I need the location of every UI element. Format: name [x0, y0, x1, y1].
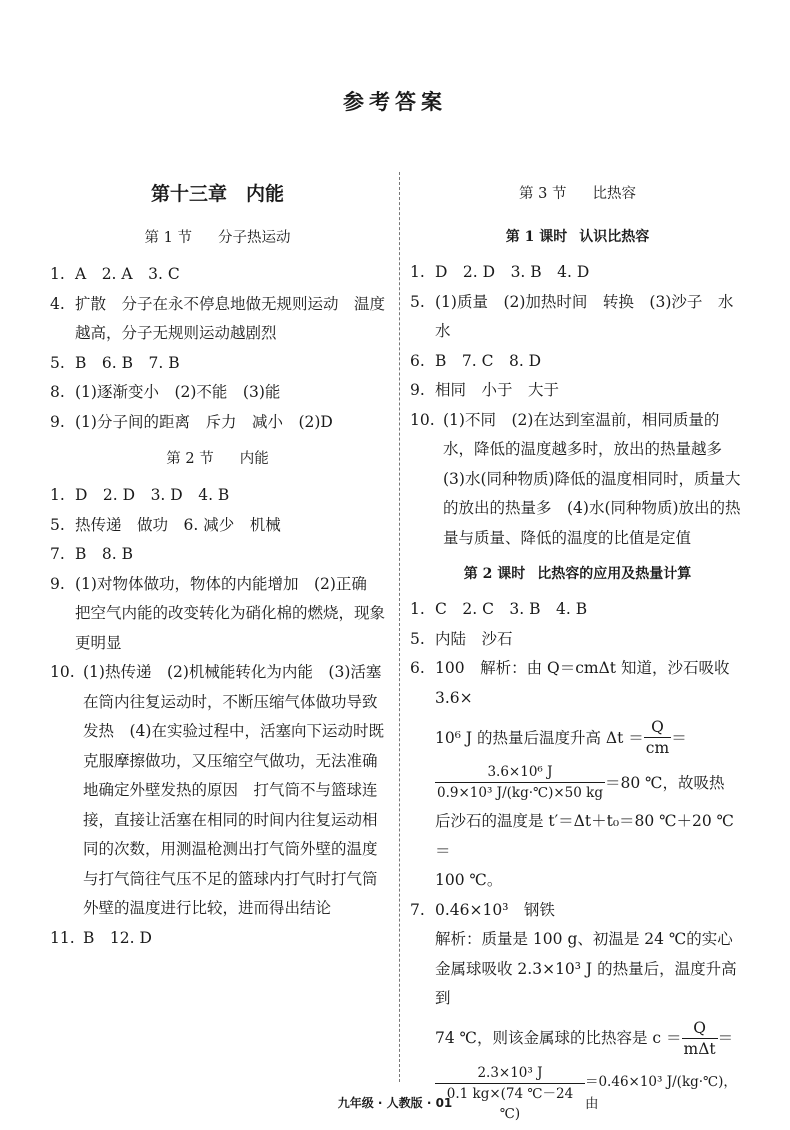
answer-item: 9. (1)对物体做功，物体的内能增加 (2)正确 把空气内能的改变转化为硝化棉的燃烧，现象更明显 [50, 574, 386, 652]
answer-item: 5. B 6. B 7. B [50, 353, 180, 372]
answer-item: 10. (1)不同 (2)在达到室温前，相同质量的水，降低的温度越多时，放出的热量越多 (3)水(同种物质)降低的温度相同时，质量大的放出的热量多 (4)水(同种物质)放出的热量与质量、降低的温度的比值是定值 [410, 410, 741, 547]
q6-formula-2: $\frac{\text{3.6×10⁶ J}}{\text{0.9×10³ J/(kg·℃)×50 kg}}$ ＝80 ℃，故吸热 [437, 764, 725, 801]
q6-line: 100 解析：由 Q＝cmΔt 知道，沙石吸收3.6× [435, 659, 730, 707]
answer-item: 11. B 12. D [50, 928, 152, 947]
answer-list-s1 [50, 260, 385, 437]
lesson-heading-2 [410, 553, 745, 595]
answer-item: 8. (1)逐渐变小 (2)不能 (3)能 [50, 383, 281, 401]
answer-item: 1. D 2. D 3. D 4. B [50, 486, 230, 504]
lesson-number: 第 1 课时 [505, 229, 568, 245]
answer-item: 5. 内陆 沙石 [410, 629, 513, 648]
fraction: $\frac{Q}{\text{mΔt}}$ [683, 1018, 716, 1058]
answer-item: 4. 扩散 分子在永不停息地做无规则运动 温度越高，分子无规则运动越剧烈 [50, 294, 386, 342]
fraction: $\frac{Q}{cm}$ [645, 718, 670, 757]
fraction: $\frac{\text{3.6×10⁶ J}}{\text{0.9×10³ J/(kg·℃)×50 kg}}$ [437, 764, 603, 801]
section-number: 第 1 节 [144, 230, 192, 246]
page-title: 参考答案 [343, 90, 447, 114]
q6-line: 后沙石的温度是 t′＝Δt＋t₀＝80 ℃＋20 ℃＝ [435, 812, 735, 860]
q6-line: 100 ℃。 [435, 871, 503, 889]
lesson-name: 比热容的应用及热量计算 [537, 566, 692, 582]
answer-item: 1. D 2. D 3. B 4. D [410, 263, 590, 281]
section-heading-3 [410, 180, 745, 208]
answer-item: 5. 热传递 做功 6. 减少 机械 [50, 515, 281, 534]
section-number: 第 3 节 [519, 186, 567, 202]
lesson-number: 第 2 课时 [463, 566, 526, 582]
q7-formula-2: $\frac{\text{2.3×10³ J}}{0.1 kg\times(74 ℃-24 ℃)}$ ＝0.46×10³ J/(kg·℃)，由 [435, 1063, 745, 1124]
page-footer: 九年级 · 人教版 · 01 [337, 1096, 453, 1110]
answer-item: 7. B 8. B [50, 545, 133, 563]
fraction: $\frac{\text{2.3×10³ J}}{0.1 kg\times(74 ℃-24 ℃)}$ [435, 1063, 585, 1124]
answer-list-s2 [50, 481, 385, 953]
section-heading-2 [50, 437, 385, 481]
lesson-name: 认识比热容 [579, 229, 650, 245]
q7-analysis: 解析：质量是 100 g、初温是 24 ℃的实心金属球吸收 2.3×10³ J 的热量后，温度升高到 [435, 930, 737, 1007]
answer-item: 9. 相同 小于 大于 [410, 381, 560, 399]
answer-item: 6. B 7. C 8. D [410, 351, 542, 370]
lesson-heading-1 [410, 216, 745, 258]
answer-item-q7: 7. 0.46×10³ 钢铁 解析：质量是 100 g、初温是 24 ℃的实心金属球吸收 2.3×10³ J 的热量后，温度升高到 74 ℃，则该金属球的比热容是 c ＝ $\frac{Q}{\text{mΔt}}$ ＝ $\frac{\text{2.3×10³ J}}{0.1 kg\times(74 ℃-24 ℃)}$ ＝0.46×10³ J/(kg·℃)，由 [410, 896, 745, 1128]
left-column [50, 180, 385, 953]
answer-item: 1. C 2. C 3. B 4. B [410, 600, 588, 618]
q7-formula-1: 74 ℃，则该金属球的比热容是 c ＝ $\frac{Q}{\text{mΔt}}$ ＝ [435, 1018, 734, 1058]
answer-list-l2 [410, 595, 745, 1128]
section-heading-1 [50, 216, 385, 260]
answer-item-q6: 6. 100 解析：由 Q＝cmΔt 知道，沙石吸收3.6× 10⁶ J 的热量后温度升高 Δt ＝ $\frac{Q}{cm}$ ＝ $\frac{\text{3.6×10⁶ J}}{\text{0.9×10³ J/(kg·℃)×50 kg}}$ ＝80 ℃，故吸热 后沙石的温度是 t′＝Δt＋t₀＝80 ℃＋20 ℃＝ 100 ℃。 [410, 654, 745, 896]
right-column [410, 180, 749, 1128]
answer-list-l1 [410, 258, 749, 553]
answer-item: 1. A 2. A 3. C [50, 265, 180, 283]
section-name: 比热容 [592, 186, 636, 202]
answer-item: 5. (1)质量 (2)加热时间 转换 (3)沙子 水 水 [410, 292, 749, 340]
q7-line: 0.46×10³ 钢铁 [435, 900, 555, 919]
chapter-title: 第十三章 内能 [150, 183, 284, 205]
answer-item: 9. (1)分子间的距离 斥力 减小 (2)D [50, 412, 333, 431]
q6-formula-1: 10⁶ J 的热量后温度升高 Δt ＝ $\frac{Q}{cm}$ ＝ [435, 718, 687, 757]
section-name: 分子热运动 [217, 230, 291, 246]
column-divider [399, 172, 400, 1082]
section-number: 第 2 节 [166, 451, 214, 467]
answer-item: 10. (1)热传递 (2)机械能转化为内能 (3)活塞在筒内往复运动时，不断压缩气体做功导致发热 (4)在实验过程中，活塞向下运动时既克服摩擦做功，又压缩空气做功，无法准确地确定外壁发热的原因 打气筒不与篮球连接，直接让活塞在相同的时间内往复运动相同的次数，用测温枪测出打气筒外壁的温度与打气筒往气压不足的篮球内打气时打气筒外壁的温度进行比较，进而得出结论 [50, 663, 384, 917]
section-name: 内能 [239, 451, 269, 467]
